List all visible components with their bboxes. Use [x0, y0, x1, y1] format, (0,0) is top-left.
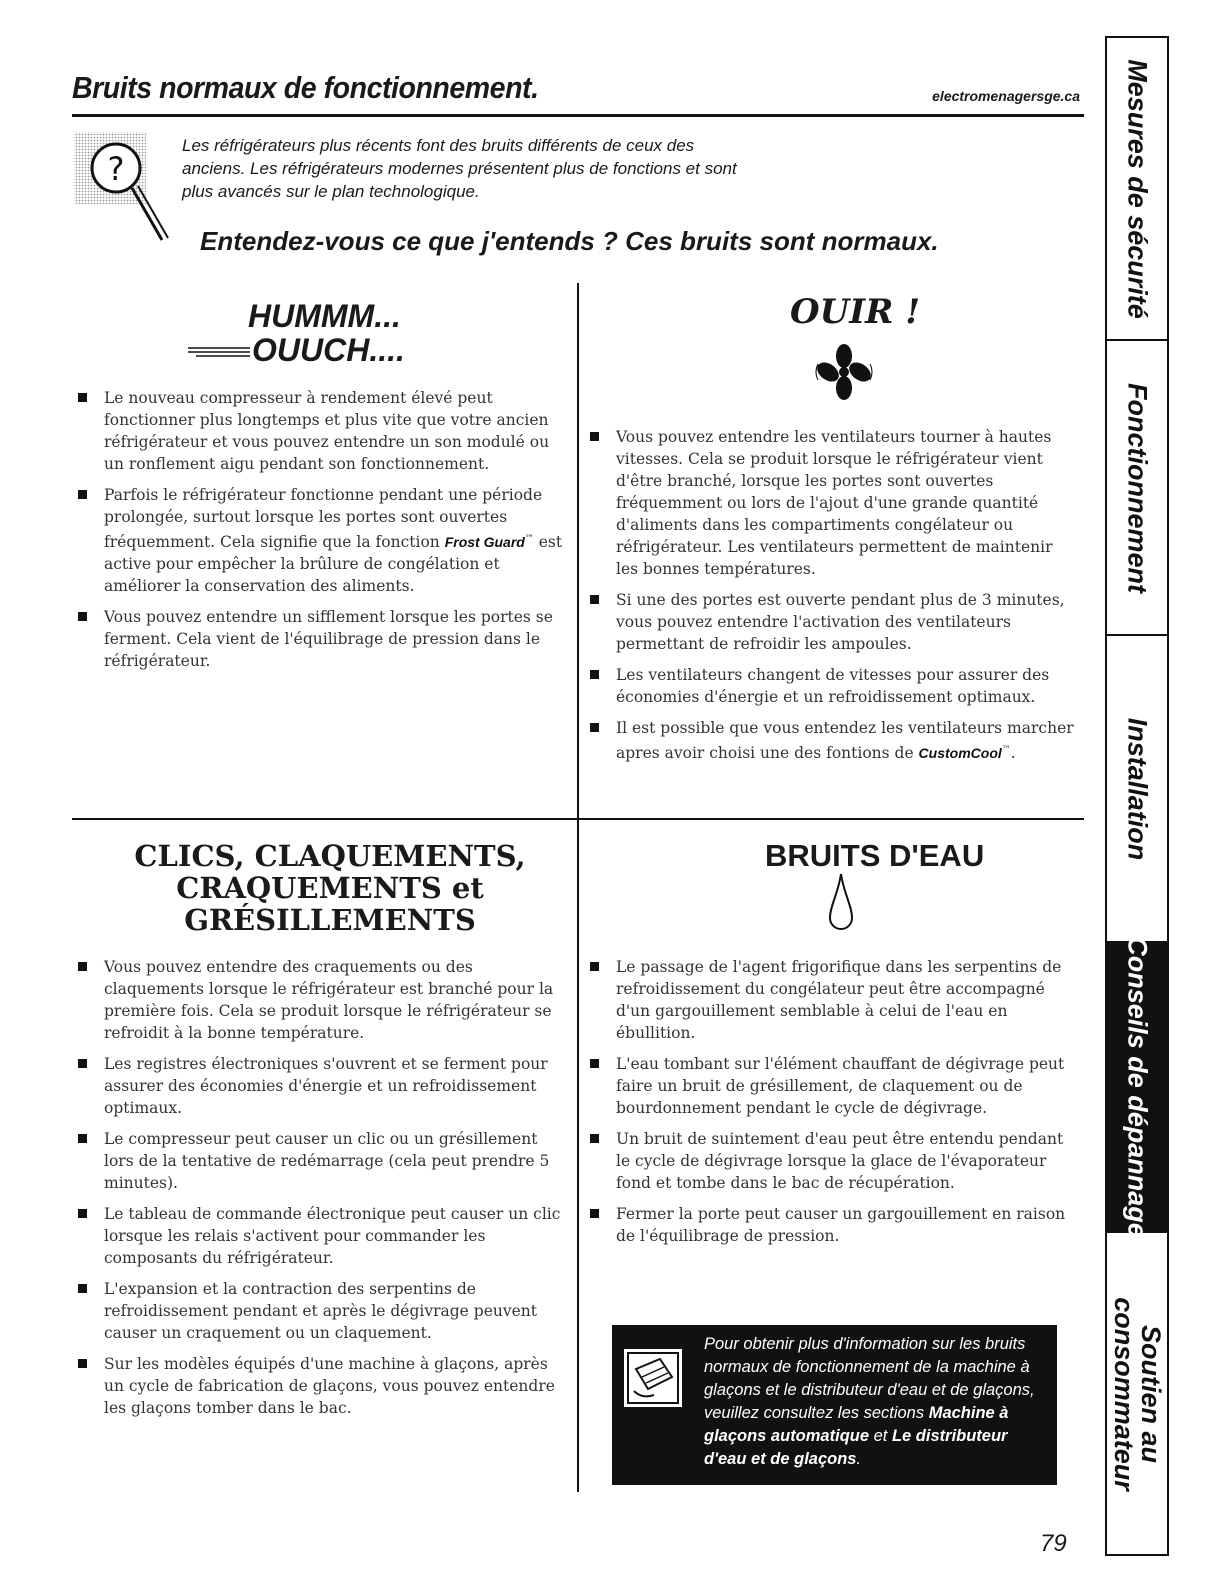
- dispenser-section-link[interactable]: Le distributeur d'eau et de glaçons: [704, 1427, 1008, 1468]
- section-sidebar: [1105, 36, 1169, 1556]
- hummm-heading: HUMMM...: [248, 298, 401, 334]
- question-magnifier-icon: [72, 130, 182, 245]
- ouuch-heading: OUUCH....: [252, 332, 405, 368]
- list-item: Vous pouvez entendre des craquements ou des claquements lorsque le réfrigérateur est branché pour la première fois. Cela se produit lorsque le réfrigérateur se refroidit à la bonne température.: [72, 956, 567, 1044]
- column-divider-top: [577, 283, 579, 818]
- info-text: Pour obtenir plus d'information sur les bruits normaux de fonctionnement de la machine à glaçons et le distributeur d'eau et de glaçons, veuillez consultez les sections Machine à glaçons automatique et Le distributeur d'eau et de glaçons.: [704, 1335, 1035, 1468]
- water-noise-heading: BRUITS D'EAU: [765, 838, 985, 873]
- list-item: Le tableau de commande électronique peut causer un clic lorsque les relais s'activent pour commander les composants du réfrigérateur.: [72, 1203, 567, 1269]
- list-item: Un bruit de suintement d'eau peut être entendu pendant le cycle de dégivrage lorsque la glace de l'évaporateur fond et tombe dans le bac de récupération.: [584, 1128, 1074, 1194]
- info-box: [612, 1325, 1057, 1485]
- ouir-heading: OUIR !: [790, 292, 921, 332]
- list-item: Sur les modèles équipés d'une machine à glaçons, après un cycle de fabrication de glaçons, vous pouvez entendre les glaçons tomber dans le bac.: [72, 1353, 567, 1419]
- list-item: Le passage de l'agent frigorifique dans les serpentins de refroidissement du congélateur peut être accompagné d'un gargouillement semblable à celui de l'eau en ébullition.: [584, 956, 1074, 1044]
- list-item: Vous pouvez entendre un sifflement lorsque les portes se ferment. Cela vient de l'équilibrage de pression dans le réfrigérateur.: [72, 606, 567, 672]
- list-item: Le compresseur peut causer un clic ou un grésillement lors de la tentative de redémarrage (cela peut prendre 5 minutes).: [72, 1128, 567, 1194]
- list-item: Vous pouvez entendre les ventilateurs tourner à hautes vitesses. Cela se produit lorsque le réfrigérateur vient d'être branché, lorsque les portes sont ouvertes fréquemment ou lors de l'ajout d'une grande quantité d'aliments dans les compartiments congélateur ou réfrigérateur. Les ventilateurs permettent de maintenir les bonnes températures.: [584, 426, 1074, 580]
- list-item: Si une des portes est ouverte pendant plus de 3 minutes, vous pouvez entendre l'activation des ventilateurs permettant de refroidir les ampoules.: [584, 589, 1074, 655]
- list-item: Le nouveau compresseur à rendement élevé peut fonctionner plus longtemps et plus vite que votre ancien réfrigérateur et vous pouvez entendre un son modulé ou un ronflement aigu pendant son fonctionnement.: [72, 387, 567, 475]
- tab-operation[interactable]: [1107, 341, 1167, 636]
- list-item: Les ventilateurs changent de vitesses pour assurer des économies d'énergie et un refroidissement optimaux.: [584, 664, 1074, 708]
- clics-heading: CLICS, CLAQUEMENTS, CRAQUEMENTS et GRÉSILLEMENTS: [134, 839, 526, 937]
- tab-safety[interactable]: [1107, 38, 1167, 341]
- list-item: L'expansion et la contraction des serpentins de refroidissement pendant et après le dégivrage peuvent causer un craquement ou un claquement.: [72, 1278, 567, 1344]
- tab-label: Mesures de sécurité: [1122, 58, 1153, 319]
- tab-label: Fonctionnement: [1122, 382, 1153, 593]
- list-item: Fermer la porte peut causer un gargouillement en raison de l'équilibrage de pression.: [584, 1203, 1074, 1247]
- list-item: L'eau tombant sur l'élément chauffant de dégivrage peut faire un bruit de grésillement, de claquement ou de bourdonnement pendant le cycle de dégivrage.: [584, 1053, 1074, 1119]
- tab-label: Soutien au consommateur: [1109, 1296, 1166, 1491]
- intro-text: Les réfrigérateurs plus récents font des bruits différents de ceux des anciens. Les réfrigérateurs modernes présentent plus de fonctions et sont plus avancés sur le plan technologique.: [182, 136, 737, 201]
- page-number: 79: [1040, 1530, 1067, 1557]
- website-link[interactable]: electromenagersge.ca: [932, 88, 1080, 104]
- tab-consumer-support[interactable]: [1107, 1233, 1167, 1554]
- tab-troubleshooting[interactable]: [1107, 936, 1167, 1238]
- ouir-list: [584, 426, 1074, 773]
- vibration-lines-icon: [188, 340, 250, 362]
- column-divider-bottom: [577, 820, 579, 1492]
- water-noise-list: [584, 956, 1074, 1256]
- tab-label: Installation: [1122, 717, 1153, 860]
- customcool-brand: CustomCool: [918, 745, 1002, 762]
- tab-installation[interactable]: [1107, 636, 1167, 943]
- page-title: Bruits normaux de fonctionnement.: [72, 70, 539, 105]
- title-rule: [72, 114, 1084, 117]
- svg-text:?: ?: [107, 150, 125, 188]
- frost-guard-brand: Frost Guard: [444, 534, 525, 551]
- list-item: Les registres électroniques s'ouvrent et se ferment pour assurer des économies d'énergie et un refroidissement optimaux.: [72, 1053, 567, 1119]
- ice-maker-icon: [622, 1347, 684, 1409]
- list-item: Il est possible que vous entendez les ventilateurs marcher apres avoir choisi une des fontions de CustomCool™.: [584, 717, 1074, 764]
- fan-icon: [812, 340, 876, 404]
- ice-maker-section-link[interactable]: Machine à glaçons automatique: [704, 1404, 1009, 1445]
- water-drop-icon: [826, 872, 856, 934]
- clics-list: [72, 956, 567, 1428]
- hummm-list: [72, 387, 567, 681]
- tab-label: Conseils de dépannage: [1122, 936, 1153, 1238]
- tagline: Entendez-vous ce que j'entends ? Ces bruits sont normaux.: [200, 226, 939, 256]
- list-item: Parfois le réfrigérateur fonctionne pendant une période prolongée, surtout lorsque les portes sont ouvertes fréquemment. Cela signifie que la fonction Frost Guard™ est active pour empêcher la brûlure de congélation et améliorer la conservation des aliments.: [72, 484, 567, 597]
